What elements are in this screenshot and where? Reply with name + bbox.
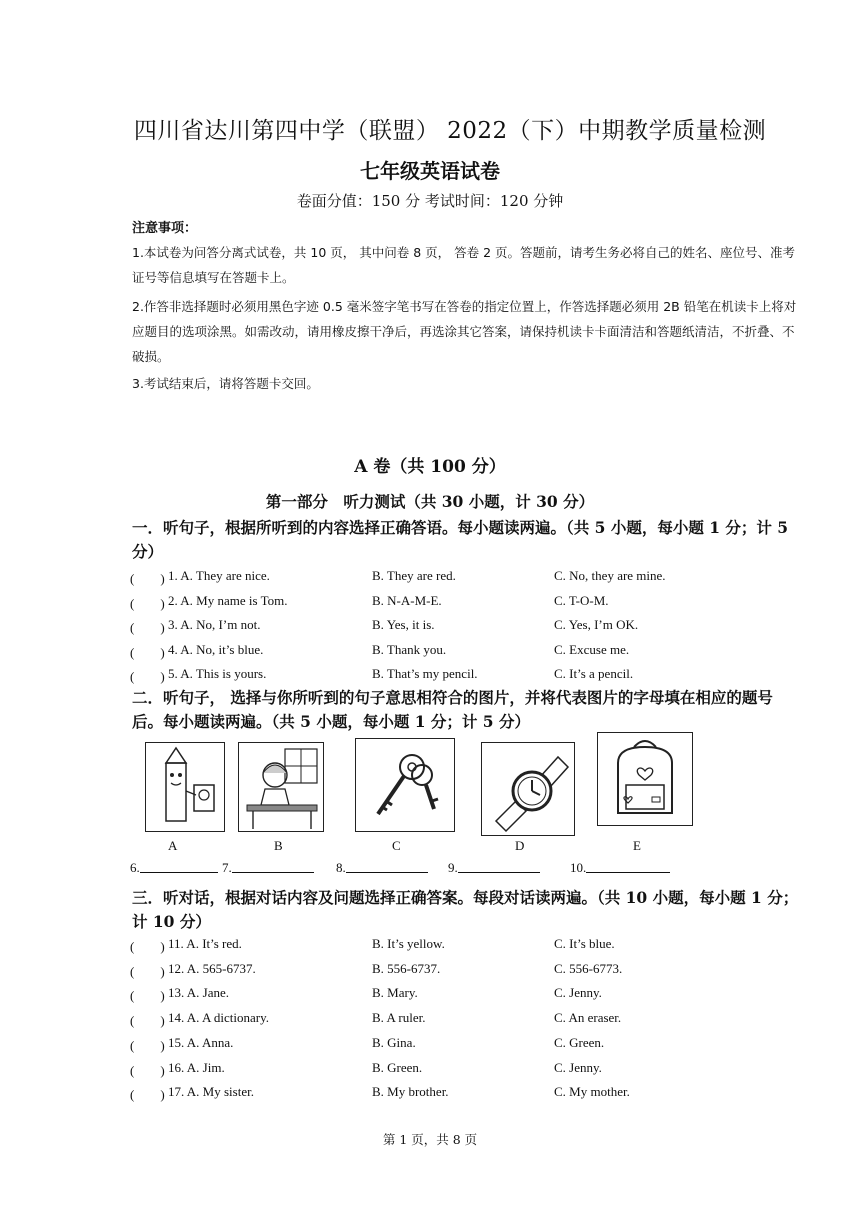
option-b[interactable]: B. They are red. [372, 568, 456, 583]
option-c[interactable]: C. It’s a pencil. [554, 666, 634, 681]
keys-icon [355, 738, 455, 832]
exam-title: 四川省达川第四中学（联盟） 2022（下）中期教学质量检测 [133, 118, 767, 144]
option-b[interactable]: B. It’s yellow. [372, 936, 445, 951]
picture-label-a: A [168, 838, 178, 853]
note-item-1: 1.本试卷为问答分离式试卷，共 10 页， 其中问卷 8 页， 答卷 2 页。答题前，请考生务必将自己的姓名、座位号、准考证号等信息填写在答题卡上。 [132, 245, 796, 285]
option-c[interactable]: C. Jenny. [554, 985, 602, 1001]
question-row [130, 593, 810, 613]
option-b[interactable]: B. Gina. [372, 1034, 416, 1050]
option-a[interactable]: 16. A. Jim. [168, 1059, 225, 1075]
watch-icon [481, 742, 575, 836]
answer-paren[interactable]: ( ) [130, 1062, 165, 1078]
blank-8[interactable]: 8. [336, 860, 346, 876]
pencil-sharpener-icon [145, 742, 225, 832]
option-a[interactable]: 11. A. It’s red. [168, 936, 242, 951]
answer-paren[interactable]: ( ) [130, 1013, 165, 1029]
picture-label-c: C [392, 838, 401, 853]
option-c[interactable]: C. An eraser. [554, 1010, 622, 1026]
question-row [130, 1060, 810, 1080]
exam-subtitle: 七年级英语试卷 [360, 159, 500, 183]
question-row [130, 642, 810, 662]
answer-paren[interactable]: ( ) [130, 644, 165, 660]
blank-10[interactable]: 10. [570, 860, 586, 876]
option-a[interactable]: 2. A. My name is Tom. [168, 592, 288, 608]
picture-label-b: B [274, 838, 283, 853]
blank-7[interactable]: 7. [222, 860, 232, 876]
answer-paren[interactable]: ( ) [130, 571, 165, 586]
answer-paren[interactable]: ( ) [130, 595, 165, 611]
backpack-icon [597, 732, 693, 826]
question-row [130, 568, 810, 588]
option-b[interactable]: B. That’s my pencil. [372, 666, 478, 681]
option-c[interactable]: C. Green. [554, 1034, 605, 1050]
section-1-heading: 一．听句子，根据所听到的内容选择正确答语。每小题读两遍。（共 5 小题，每小题 1 分；计 5 分） [132, 518, 789, 561]
option-b[interactable]: B. Thank you. [372, 641, 447, 657]
answer-paren[interactable]: ( ) [130, 1037, 165, 1053]
option-b[interactable]: B. Mary. [372, 985, 418, 1001]
option-c[interactable]: C. No, they are mine. [554, 568, 666, 583]
option-a[interactable]: 17. A. My sister. [168, 1084, 254, 1100]
option-c[interactable]: C. Yes, I’m OK. [554, 617, 639, 632]
blank-9[interactable]: 9. [448, 860, 458, 876]
option-c[interactable]: C. 556-6773. [554, 960, 623, 976]
notes-heading: 注意事项： [132, 221, 198, 236]
question-row [130, 666, 810, 686]
note-item-3: 3.考试结束后，请将答题卡交回。 [132, 376, 319, 391]
option-a[interactable]: 5. A. This is yours. [168, 666, 267, 681]
option-b[interactable]: B. N-A-M-E. [372, 592, 442, 608]
question-row [130, 985, 810, 1005]
option-b[interactable]: B. A ruler. [372, 1010, 426, 1026]
option-a[interactable]: 12. A. 565-6737. [168, 960, 256, 976]
part-one-title: 第一部分 听力测试（共 30 小题，计 30 分） [265, 492, 595, 511]
option-b[interactable]: B. 556-6737. [372, 960, 441, 976]
option-c[interactable]: C. Excuse me. [554, 641, 630, 657]
question-row [130, 961, 810, 981]
option-a[interactable]: 13. A. Jane. [168, 985, 230, 1001]
option-c[interactable]: C. It’s blue. [554, 936, 615, 951]
answer-paren[interactable]: ( ) [130, 939, 165, 954]
question-row [130, 617, 810, 637]
option-a[interactable]: 3. A. No, I’m not. [168, 617, 261, 632]
girl-studying-icon [238, 742, 324, 832]
question-row [130, 936, 810, 956]
answer-paren[interactable]: ( ) [130, 1087, 165, 1103]
page-footer: 第 1 页，共 8 页 [382, 1132, 478, 1147]
answer-paren[interactable]: ( ) [130, 669, 165, 684]
answer-paren[interactable]: ( ) [130, 620, 165, 635]
answer-paren[interactable]: ( ) [130, 963, 165, 979]
section-2-heading: 二．听句子， 选择与你所听到的句子意思相符合的图片，并将代表图片的字母填在相应的题号后。每小题读两遍。（共 5 小题，每小题 1 分；计 5 分） [132, 688, 773, 731]
option-c[interactable]: C. My mother. [554, 1084, 630, 1100]
option-c[interactable]: C. T-O-M. [554, 592, 609, 608]
option-c[interactable]: C. Jenny. [554, 1059, 602, 1075]
option-a[interactable]: 4. A. No, it’s blue. [168, 641, 264, 657]
section-3-heading: 三．听对话，根据对话内容及问题选择正确答案。每段对话读两遍。（共 10 小题，每小题 1 分；计 10 分） [132, 888, 799, 931]
picture-label-d: D [515, 838, 525, 853]
question-row [130, 1035, 810, 1055]
option-b[interactable]: B. My brother. [372, 1084, 449, 1100]
option-a[interactable]: 1. A. They are nice. [168, 568, 270, 583]
section-a-title: A 卷（共 100 分） [354, 457, 506, 477]
exam-info: 卷面分值：150 分 考试时间：120 分钟 [296, 192, 564, 210]
option-b[interactable]: B. Green. [372, 1059, 423, 1075]
picture-label-e: E [633, 838, 641, 853]
blank-6[interactable]: 6. [130, 860, 140, 876]
option-a[interactable]: 15. A. Anna. [168, 1034, 234, 1050]
question-row [130, 1010, 810, 1030]
option-a[interactable]: 14. A. A dictionary. [168, 1010, 269, 1026]
answer-paren[interactable]: ( ) [130, 988, 165, 1004]
question-row [130, 1084, 810, 1104]
option-b[interactable]: B. Yes, it is. [372, 617, 435, 632]
note-item-2: 2.作答非选择题时必须用黑色字迹 0.5 毫米签字笔书写在答卷的指定位置上，作答选择题必须用 2B 铅笔在机读卡上将对应题目的选项涂黑。如需改动，请用橡皮擦干净后，再选涂其它答案，请保持机读卡卡面清洁和答题纸清洁，不折叠、不破损。 [132, 299, 797, 364]
